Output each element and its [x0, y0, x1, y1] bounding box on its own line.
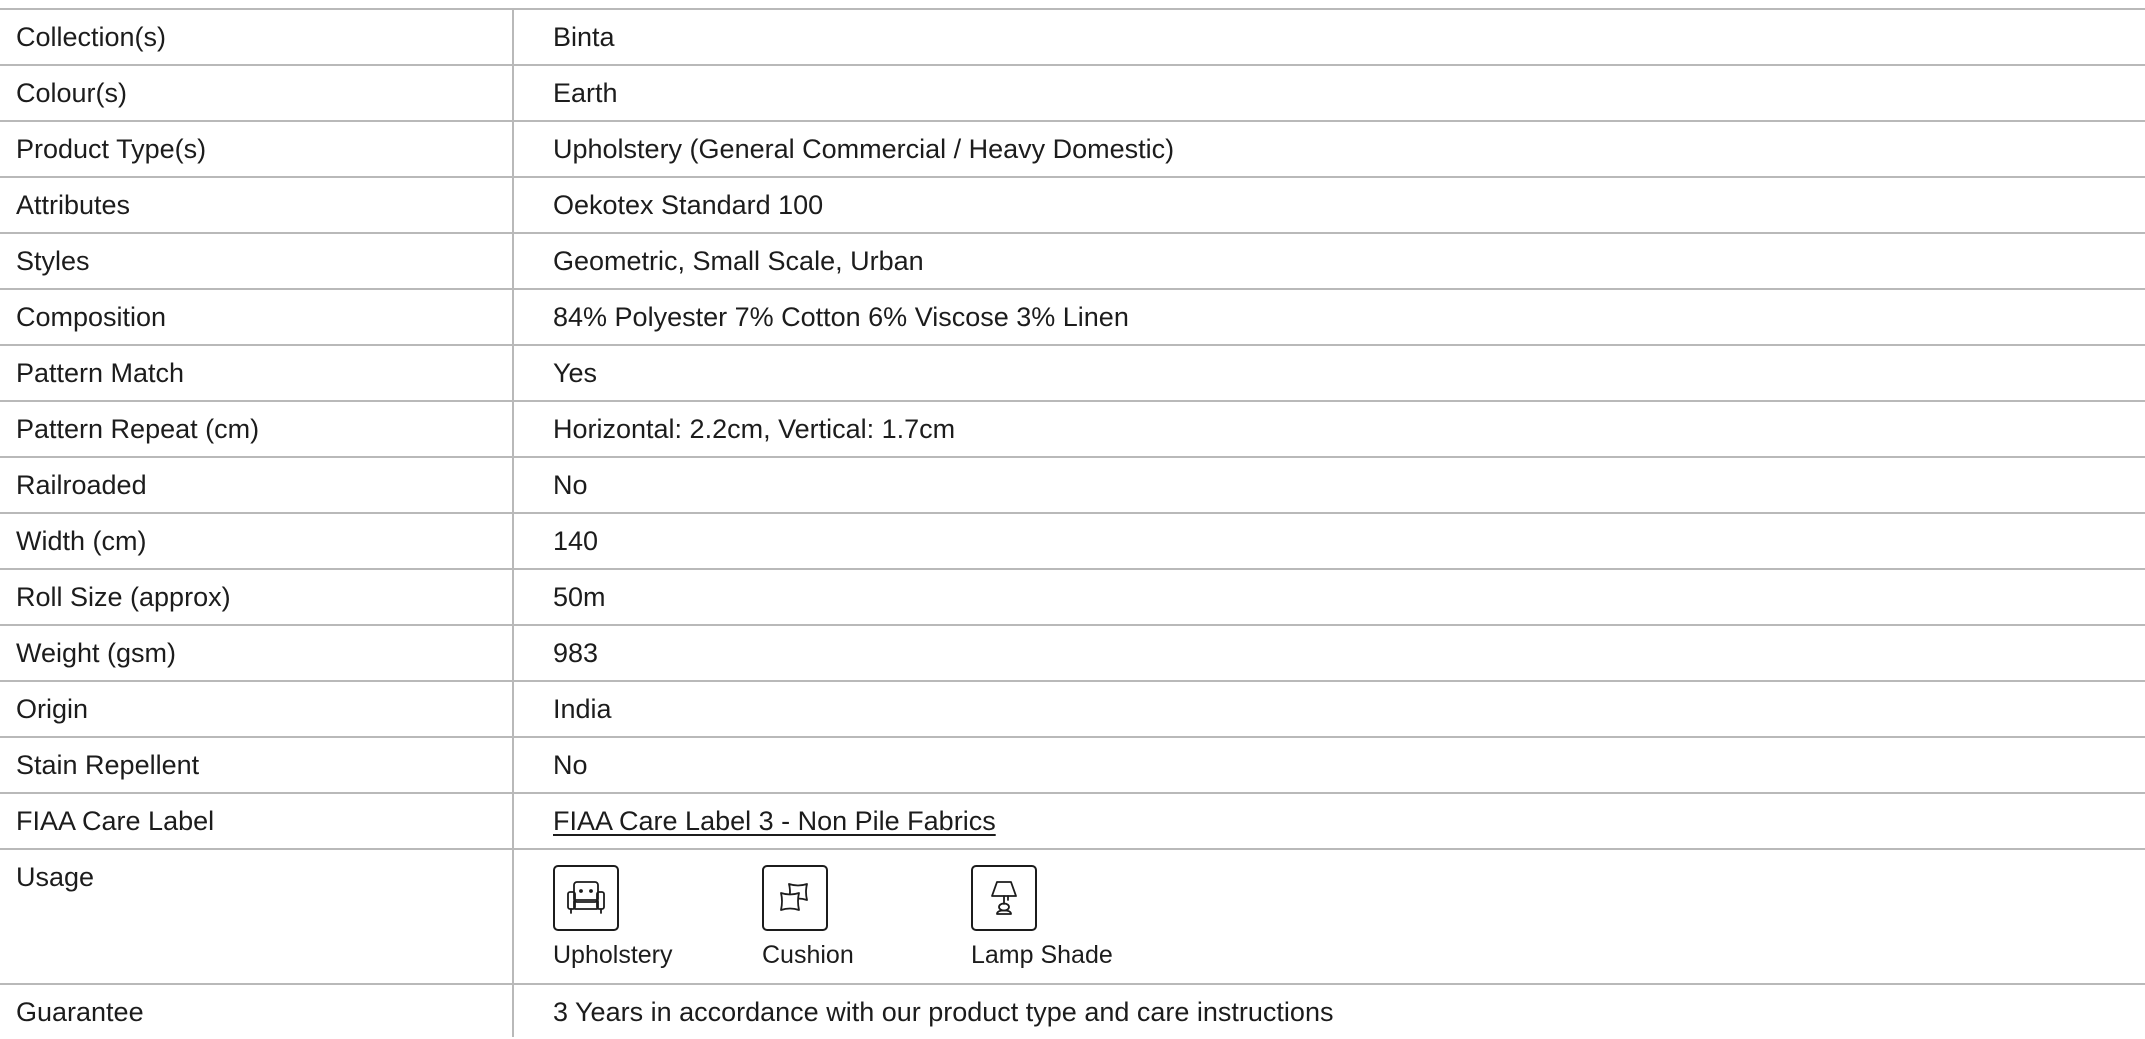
usage-value — [514, 850, 2145, 983]
usage-item-label: Upholstery — [553, 941, 673, 969]
spec-label: Usage — [0, 850, 514, 983]
spec-row-weight — [0, 626, 2145, 682]
spec-label: Pattern Match — [0, 346, 514, 400]
spec-value: Oekotex Standard 100 — [553, 190, 824, 220]
spec-value: Upholstery (General Commercial / Heavy Domestic) — [553, 134, 1175, 164]
usage-item-label: Lamp Shade — [971, 941, 1113, 969]
spec-label: Width (cm) — [0, 514, 514, 568]
usage-item-cushion — [762, 865, 971, 970]
spec-row-guarantee — [0, 985, 2145, 1037]
usage-item-label: Cushion — [762, 941, 854, 969]
spec-label: Pattern Repeat (cm) — [0, 402, 514, 456]
spec-value: Yes — [553, 358, 598, 388]
spec-row-origin — [0, 682, 2145, 738]
spec-row-product-type — [0, 122, 2145, 178]
spec-label: Guarantee — [0, 985, 514, 1037]
spec-value: Earth — [553, 78, 618, 108]
usage-list — [553, 850, 2145, 970]
spec-row-pattern-match — [0, 346, 2145, 402]
spec-row-care-label — [0, 794, 2145, 850]
spec-row-collection — [0, 10, 2145, 66]
spec-value: 50m — [553, 582, 606, 612]
spec-label: FIAA Care Label — [0, 794, 514, 848]
spec-value — [514, 794, 2145, 848]
spec-label: Attributes — [0, 178, 514, 232]
spec-row-stain-repellent — [0, 738, 2145, 794]
spec-row-styles — [0, 234, 2145, 290]
cushion-icon — [762, 865, 828, 931]
lamp-icon — [971, 865, 1037, 931]
spec-label: Origin — [0, 682, 514, 736]
spec-value: No — [553, 470, 588, 500]
spec-row-width — [0, 514, 2145, 570]
spec-label: Railroaded — [0, 458, 514, 512]
usage-item-lamp-shade — [971, 865, 1180, 970]
product-specification-table — [0, 8, 2145, 1037]
spec-value: Horizontal: 2.2cm, Vertical: 1.7cm — [553, 414, 956, 444]
armchair-icon — [553, 865, 619, 931]
spec-row-pattern-repeat — [0, 402, 2145, 458]
spec-value: 84% Polyester 7% Cotton 6% Viscose 3% Linen — [553, 302, 1129, 332]
spec-value: Geometric, Small Scale, Urban — [553, 246, 924, 276]
spec-label: Weight (gsm) — [0, 626, 514, 680]
spec-row-usage — [0, 850, 2145, 985]
spec-label: Stain Repellent — [0, 738, 514, 792]
spec-label: Roll Size (approx) — [0, 570, 514, 624]
spec-value: 140 — [553, 526, 599, 556]
usage-item-upholstery — [553, 865, 762, 970]
spec-value: India — [553, 694, 612, 724]
spec-label: Colour(s) — [0, 66, 514, 120]
spec-value: 3 Years in accordance with our product type and care instructions — [553, 997, 1334, 1027]
spec-row-roll-size — [0, 570, 2145, 626]
spec-value: 983 — [553, 638, 599, 668]
spec-value: No — [553, 750, 588, 780]
spec-row-composition — [0, 290, 2145, 346]
care-label-link[interactable]: FIAA Care Label 3 - Non Pile Fabrics — [553, 806, 996, 836]
spec-row-colour — [0, 66, 2145, 122]
spec-label: Collection(s) — [0, 10, 514, 64]
spec-row-railroaded — [0, 458, 2145, 514]
spec-value: Binta — [553, 22, 615, 52]
spec-row-attributes — [0, 178, 2145, 234]
spec-label: Product Type(s) — [0, 122, 514, 176]
spec-label: Composition — [0, 290, 514, 344]
spec-label: Styles — [0, 234, 514, 288]
